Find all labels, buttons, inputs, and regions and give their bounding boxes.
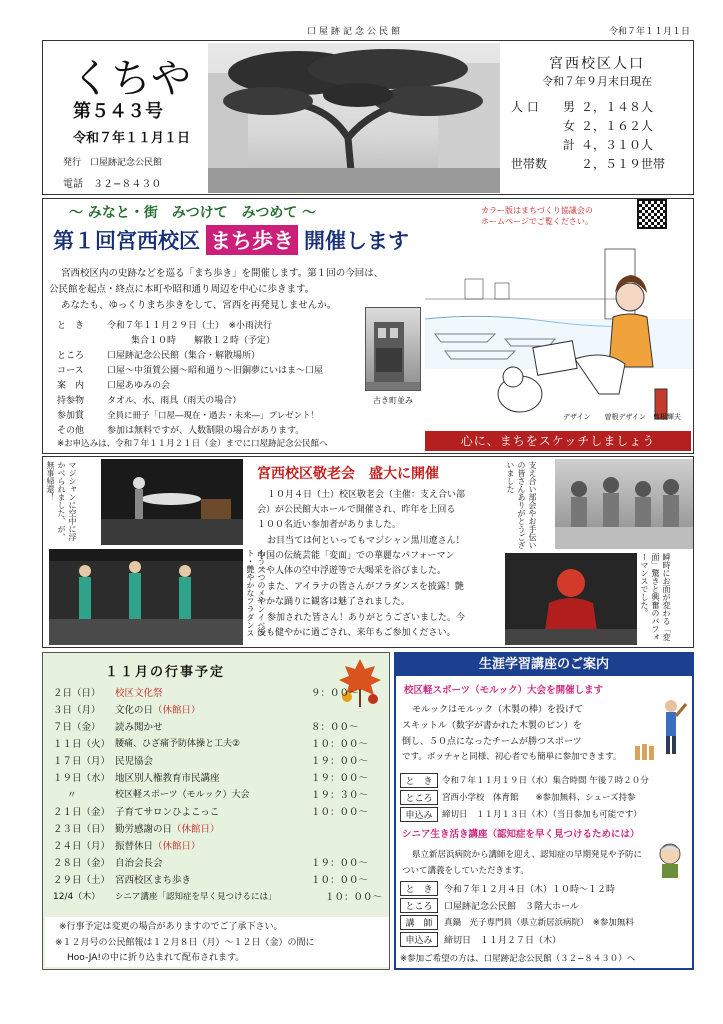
schedule-row xyxy=(53,836,387,853)
detail-value: 集合１０時 解散１２時（予定） xyxy=(131,336,276,346)
body-line: １００名近い参加者がありました。 xyxy=(257,520,402,530)
population-value: ２，１４８人 xyxy=(581,99,654,114)
schedule-event: 読み聞かせ xyxy=(115,721,163,733)
schedule-time: １９：００〜 xyxy=(311,857,369,869)
detail-row xyxy=(57,332,357,347)
detail-label: 参加賞 xyxy=(57,411,85,421)
schedule-date: ２９日（土） xyxy=(53,874,111,886)
schedule-row xyxy=(53,717,387,734)
senior-detail-label: 講 師 xyxy=(400,915,438,930)
schedule-date: １７日（月） xyxy=(53,755,111,767)
population-asof: 令和７年９月末日現在 xyxy=(542,75,652,88)
senior-body-line: 県立新居浜病院から講師を迎え、認知症の早期発見や予防に xyxy=(412,850,643,860)
qr-code-icon[interactable] xyxy=(637,199,667,229)
schedule-date: ２日（日） xyxy=(53,687,101,699)
sport-body-line: モルックはモルック（木製の棒）を投げて xyxy=(412,705,584,715)
old-street-photo xyxy=(365,307,421,391)
schedule-date: ３日（月） xyxy=(53,704,101,716)
schedule-date: 〃 xyxy=(67,789,77,801)
schedule-row xyxy=(53,700,387,717)
body-line: 後も健やかに過ごされ、来年もご参加ください。 xyxy=(257,628,456,638)
senior-detail-value: 締切日 １１月２７日（木） xyxy=(444,935,562,946)
schedule-row xyxy=(53,887,387,904)
staff-caption-text: 支え合い部会やお手伝いの皆さんありがとうございました xyxy=(506,461,537,549)
schedule-row xyxy=(53,734,387,751)
old-street-caption: 古き町並み xyxy=(373,396,413,405)
schedule-event: 勤労感謝の日（休館日） xyxy=(115,823,220,835)
sport-body-line: スキットル（数字が書かれた木製のピン）を xyxy=(402,721,582,731)
population-value: ２，１６２人 xyxy=(581,118,654,133)
schedule-row xyxy=(53,853,387,870)
detail-label: ところ xyxy=(57,351,85,361)
schedule-date: １１日（火） xyxy=(53,738,111,750)
headline xyxy=(53,225,409,255)
senior-detail-row xyxy=(400,914,690,930)
senior-detail-label: ところ xyxy=(400,898,438,913)
headline-c: 開催します xyxy=(304,229,409,253)
headline-b: まち歩き xyxy=(206,225,298,255)
color-note-1: カラー版はまちづくり協議会の xyxy=(481,206,593,215)
detail-value: 令和７年１１月２９日（土） ※小雨決行 xyxy=(107,321,273,331)
senior-detail-value: 口屋跡記念公民館 ３階大ホール xyxy=(444,901,579,912)
intro-line: 公民館を起点・終点に本町や昭和通り周辺を中心に歩きます。 xyxy=(49,284,315,295)
schedule-date: ２４日（月） xyxy=(53,840,111,852)
hula-caption-text: もう一つのメインイベント・艶やかなフラダンス xyxy=(246,549,266,637)
population-row xyxy=(511,116,691,134)
magician-photo xyxy=(101,459,243,545)
detail-value: 参加は無料ですが、人数制限の場合があります。 xyxy=(107,426,305,436)
sport-detail-row xyxy=(400,789,690,805)
population-row xyxy=(511,135,691,153)
headline-a: 第１回宮西校区 xyxy=(53,229,200,253)
senior-detail-row xyxy=(400,897,690,913)
senior-detail-value: 令和７年１２月４日（木）１０時〜１２時 xyxy=(444,884,616,895)
schedule-date: 12/4（木） xyxy=(53,892,101,902)
issue-date: 令和７年１１月１日 xyxy=(73,131,191,146)
population-row xyxy=(511,97,691,115)
population-sub: 計 xyxy=(563,137,576,152)
feature-details xyxy=(57,317,357,439)
senior-detail-label: と き xyxy=(400,881,438,896)
population-sub: 女 xyxy=(563,118,576,133)
schedule-event: 振替休日（休館日） xyxy=(115,840,201,852)
schedule-event: 校区軽スポーツ（モルック）大会 xyxy=(115,790,250,800)
detail-row xyxy=(57,362,357,377)
body-line: また、アイラナの皆さんがフラダンスを披露！艶 xyxy=(267,582,464,592)
lifelong-section xyxy=(394,652,694,970)
elderly-person-icon xyxy=(652,840,688,880)
schedule-section xyxy=(42,652,390,970)
body-line: 会）が公民館大ホールで開催され、昨年を上回る xyxy=(257,505,456,515)
senior-detail-label: 申込み xyxy=(400,932,438,947)
schedule-row xyxy=(53,802,387,819)
publisher: 発行 口屋跡記念公民館 xyxy=(63,158,163,168)
holiday-mark: （休館日） xyxy=(153,704,201,716)
schedule-event: 腰痛、ひざ痛予防体操と工夫② xyxy=(115,739,241,749)
schedule-date: ７日（金） xyxy=(53,721,101,733)
detail-value: 全員に冊子「口屋―現在・過去・未来―」プレゼント！ xyxy=(107,410,320,421)
schedule-row xyxy=(53,683,387,700)
sport-detail-row xyxy=(400,772,690,788)
schedule-time: １０：００〜 xyxy=(325,891,383,903)
population-label: 世帯数 xyxy=(511,156,548,171)
keirokai-section xyxy=(42,456,694,648)
header-org: 口屋跡記念公民館 xyxy=(306,27,403,37)
schedule-time: ８：００〜 xyxy=(311,721,359,733)
schedule-time: １０：００〜 xyxy=(311,874,369,886)
hula-photo xyxy=(49,549,243,645)
sport-detail-value: 締切日 １１月１３日（木）（当日参加も可能です） xyxy=(442,810,642,820)
henmen-caption xyxy=(639,553,693,645)
population-title: 宮西校区人口 xyxy=(549,56,645,72)
molkky-pins-icon xyxy=(634,738,656,762)
schedule-notes xyxy=(45,917,389,967)
schedule-note: Hoo-JA!の中に折り込まれて配布されます。 xyxy=(67,953,245,963)
lifelong-footer: ※参加ご希望の方は、口屋跡記念公民館（３２−８４３０）へ xyxy=(400,954,636,964)
body-line: スや人体の空中浮遊等で大喝采を浴びました。 xyxy=(257,566,447,576)
sport-body xyxy=(402,702,638,766)
population-rows xyxy=(511,97,691,177)
schedule-event: 自治会長会 xyxy=(115,857,163,869)
schedule-event: 民児協会 xyxy=(115,755,154,767)
schedule-date: １９日（水） xyxy=(53,772,111,784)
header-date: 令和７年１１月１日 xyxy=(608,27,690,37)
schedule-event: シニア講座「認知症を早く見つけるには」 xyxy=(115,891,277,902)
body-line: お目当ては何といってもマジシャン黒川遼さん！ xyxy=(267,536,465,546)
sport-detail-row xyxy=(400,806,690,822)
schedule-event: 文化の日（休館日） xyxy=(115,704,201,716)
population-value: ４，３１０人 xyxy=(581,137,654,152)
sketch-banner: 心に、まちをスケッチしましょう xyxy=(425,431,691,451)
masthead xyxy=(42,40,694,195)
detail-label: 持参物 xyxy=(57,396,85,406)
keirokai-title: 宮西校区敬老会 盛大に開催 xyxy=(257,466,439,482)
schedule-row xyxy=(53,870,387,887)
holiday-mark: （休館日） xyxy=(153,840,201,852)
holiday-mark: （休館日） xyxy=(172,823,220,835)
schedule-list xyxy=(53,683,387,913)
issue-number: 第５４３号 xyxy=(73,101,163,122)
body-line: 中国の伝統芸能「変面」での華麗なパフォーマン xyxy=(257,551,455,561)
schedule-time: １９：００〜 xyxy=(311,755,369,767)
schedule-date: ２３日（日） xyxy=(53,823,111,835)
molkky-player-icon xyxy=(654,696,688,764)
schedule-date: ２１日（金） xyxy=(53,806,111,818)
schedule-note: ※１２月号の公民館報は１２月８日（月）〜１２日（金）の間に xyxy=(55,938,315,948)
senior-details xyxy=(400,880,690,948)
senior-title: シニア生き活き講座（認知症を早く見つけるためには） xyxy=(402,829,640,840)
sport-body-line: です。ボッチャと同様、初心者でも簡単に参加できます。 xyxy=(402,752,622,762)
population-sub: 男 xyxy=(563,99,576,114)
detail-value: 口屋跡記念公民館（集合・解散場所） xyxy=(107,351,261,361)
sport-title: 校区軽スポーツ（モルック）大会を開催します xyxy=(404,685,604,696)
schedule-title: １１月の行事予定 xyxy=(105,665,226,680)
detail-row xyxy=(57,347,357,362)
sport-body-line: 倒し、５０点になったチームが勝つスポーツ xyxy=(402,737,582,747)
body-line: 参加された皆さん！ありがとうございました。今 xyxy=(267,613,466,623)
schedule-event: 宮西校区まち歩き xyxy=(115,874,192,886)
harbor-sketch xyxy=(425,239,693,433)
senior-body-line: ついて講義をしていただきます。 xyxy=(402,866,529,876)
detail-label: と き xyxy=(57,321,85,331)
senior-detail-row xyxy=(400,931,690,947)
detail-row xyxy=(57,422,357,437)
lifelong-title: 生涯学習講座のご案内 xyxy=(396,654,692,676)
population-value: ２，５１９世帯 xyxy=(581,156,666,171)
sport-detail-label: と き xyxy=(400,773,438,788)
feature-section xyxy=(42,198,694,454)
sport-detail-label: ところ xyxy=(400,790,438,805)
detail-row xyxy=(57,317,357,332)
masthead-title: くちや xyxy=(71,56,191,102)
staff-photo xyxy=(555,459,693,549)
population-box xyxy=(501,43,693,193)
schedule-time: １９：００〜 xyxy=(311,772,369,784)
keirokai-body xyxy=(257,487,501,647)
sport-detail-value: 宮西小学校 体育館 ※参加無料、シューズ持参 xyxy=(442,793,636,803)
schedule-event: 地区別人権教育市民講座 xyxy=(115,772,220,784)
senior-detail-row xyxy=(400,880,690,896)
magician-caption xyxy=(45,461,99,545)
body-line: １０月４日（土）校区敬老会（主催：支え合い部 xyxy=(267,490,466,500)
apply-note: ※お申込みは、令和７年１１月２１日（金）までに口屋跡記念公民館へ xyxy=(57,439,328,449)
detail-row xyxy=(57,392,357,407)
schedule-time: １０：００〜 xyxy=(311,806,369,818)
henmen-caption-text: 瞬時にお面が変わる「変面」驚きと興奮のパフォーマンスでした。 xyxy=(640,553,671,641)
detail-label: コース xyxy=(57,366,84,376)
detail-row xyxy=(57,377,357,392)
color-note-2: ホームページでご覧ください。 xyxy=(481,217,593,226)
sport-detail-value: 令和７年１１月１９日（水）集合時間 午後７時２０分 xyxy=(442,776,649,786)
intro-line: 宮西校区内の史跡などを巡る「まち歩き」を開催します。第１回の今回は、 xyxy=(61,268,384,279)
population-label: 人 口 xyxy=(511,99,539,114)
detail-label: その他 xyxy=(57,426,85,436)
schedule-row xyxy=(53,751,387,768)
sport-detail-label: 申込み xyxy=(400,807,438,822)
schedule-event: 子育てサロンひよこっこ xyxy=(115,806,220,818)
schedule-row xyxy=(53,785,387,802)
intro-line: あなたも、ゆっくりまち歩きをして、宮西を再発見しませんか。 xyxy=(61,300,337,311)
detail-value: 口屋〜中須賀公園〜昭和通り〜旧銅夢にいはま〜口屋 xyxy=(107,366,324,376)
schedule-row xyxy=(53,819,387,836)
detail-value: 口屋あゆみの会 xyxy=(107,381,171,391)
sport-details xyxy=(400,772,690,822)
phone: 電話 ３２−８４３０ xyxy=(63,179,162,190)
schedule-time: ９：００〜 xyxy=(311,687,359,699)
detail-row xyxy=(57,407,357,422)
pine-tree-photo xyxy=(208,43,500,193)
body-line: やかな踊りに観客は魅了されました。 xyxy=(257,597,411,607)
staff-caption xyxy=(505,461,551,549)
schedule-note: ※行事予定は変更の場合がありますのでご了承下さい。 xyxy=(59,922,283,932)
henmen-photo xyxy=(505,553,637,645)
magician-caption-text: マジシャンに空中に浮かべられました、が、無事帰還！ xyxy=(46,461,77,541)
detail-label: 案 内 xyxy=(57,381,85,391)
schedule-event: 校区文化祭 xyxy=(115,687,163,699)
feature-slogan: 〜 みなと・街 みつけて みつめて 〜 xyxy=(69,205,317,221)
schedule-date: ２８日（金） xyxy=(53,857,111,869)
schedule-time: １０：００〜 xyxy=(311,738,369,750)
schedule-time: １９：３０〜 xyxy=(311,789,369,801)
detail-value: タオル、水、雨具（雨天の場合） xyxy=(107,396,242,406)
senior-detail-value: 真鍋 光子専門員（県立新居浜病院） ※参加無料 xyxy=(444,918,634,928)
population-row xyxy=(511,154,691,172)
schedule-row xyxy=(53,768,387,785)
sketch-credit: デザイン 曽根デザイン 曽根輝夫 xyxy=(563,413,682,421)
